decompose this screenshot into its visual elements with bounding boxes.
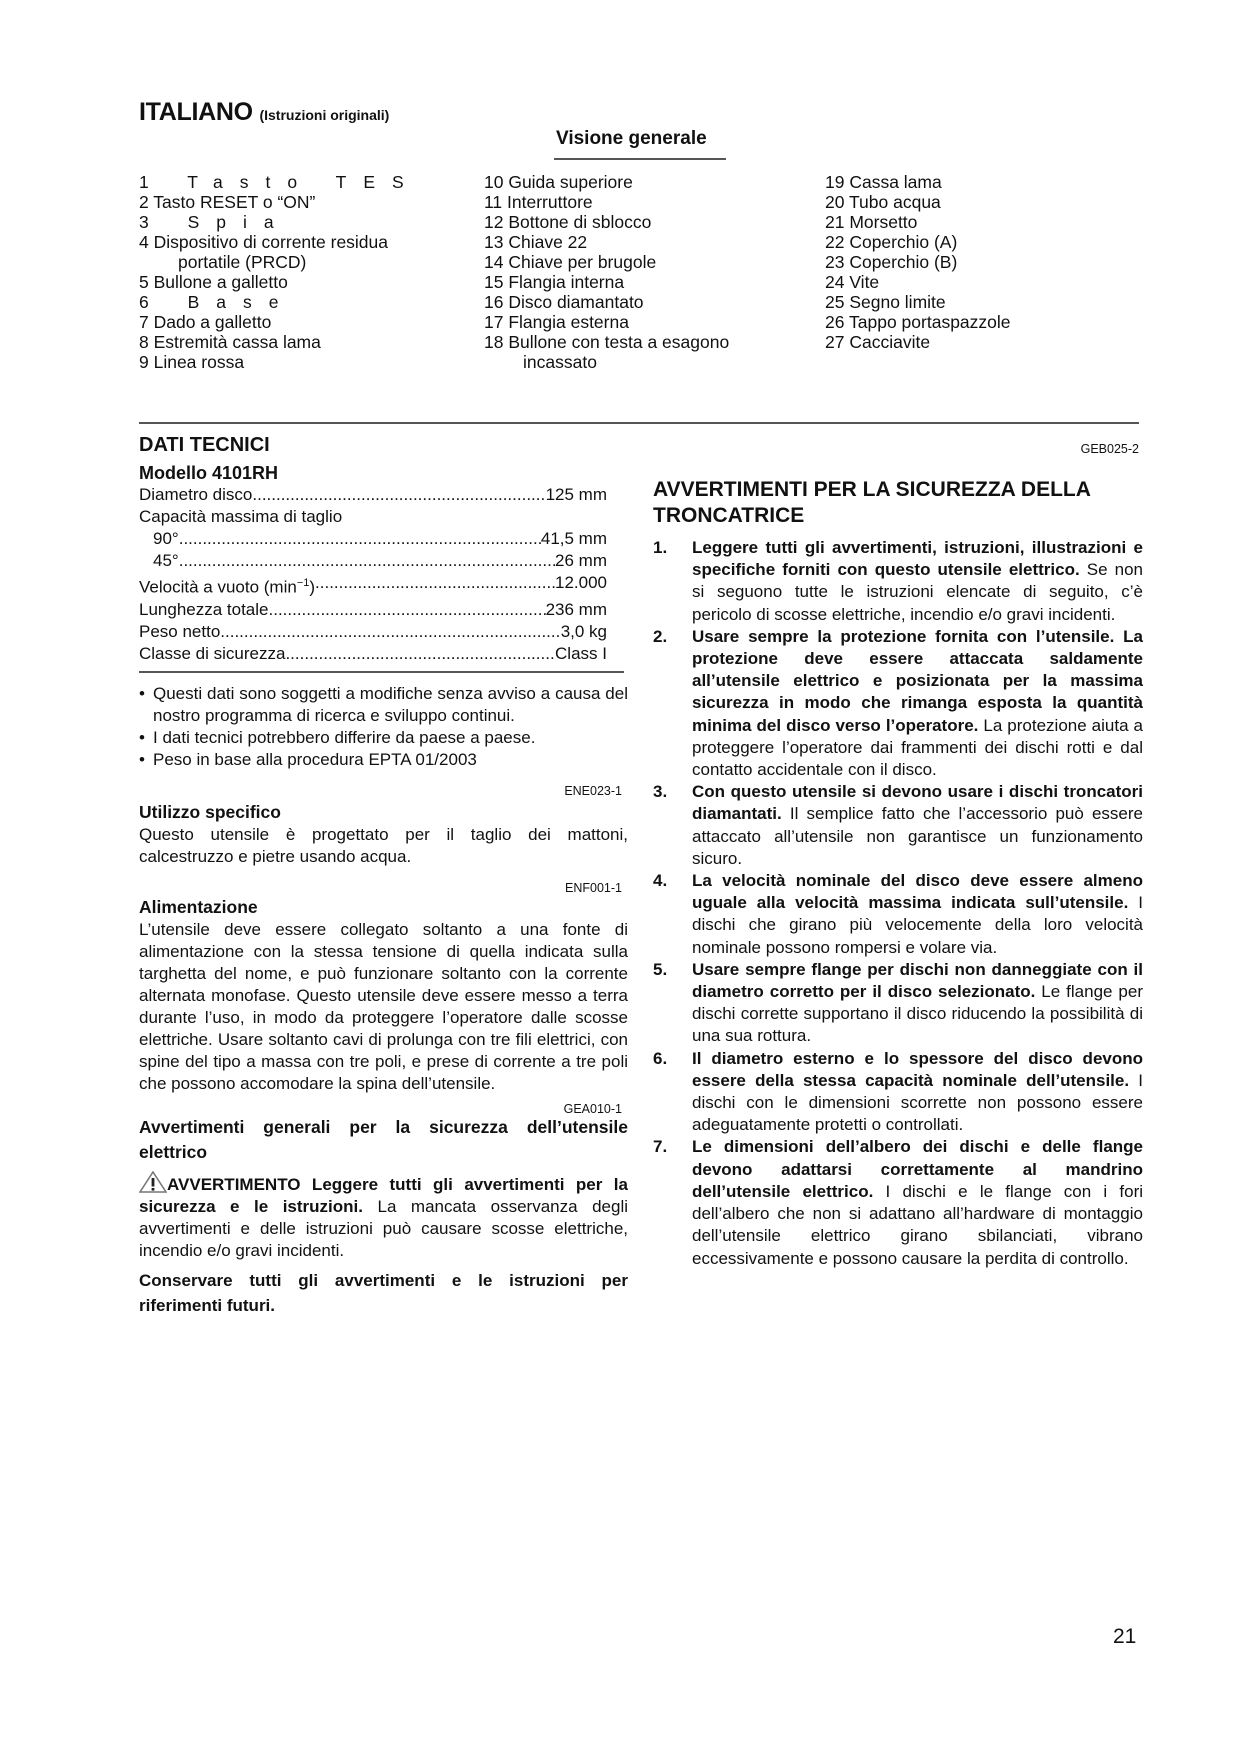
dot-leader: [252, 484, 545, 506]
part-item: 2 Tasto RESET o “ON”: [139, 192, 316, 212]
safety-rule: [653, 1048, 1143, 1137]
safety-rule: [653, 626, 1143, 781]
cutter-safety-list: [653, 537, 1143, 1270]
rule-text: I dischi con le dimensioni scorrette non possono essere adeguatamente protetti o controllati.: [692, 1070, 1143, 1135]
dot-leader: [285, 643, 555, 665]
part-item: 14 Chiave per brugole: [484, 252, 657, 272]
spec-row: [139, 621, 607, 643]
spec-row: [139, 506, 607, 528]
rule-number: 7.: [653, 1137, 668, 1157]
dot-leader: [220, 621, 560, 643]
rule-number: 4.: [653, 871, 668, 891]
left-column: [139, 434, 628, 1318]
parts-list-column-1: [139, 172, 421, 372]
rule-number: 1.: [653, 538, 668, 557]
intended-use-title: Utilizzo specifico: [139, 801, 281, 822]
section-divider: [139, 422, 1139, 424]
part-item: 1 Tasto TES: [139, 172, 421, 192]
keep-instructions-note: Conservare tutti gli avvertimenti e le istruzioni per riferimenti futuri.: [139, 1270, 628, 1315]
spec-note: • Questi dati sono soggetti a modifiche senza avviso a causa del nostro programma di ricerca e sviluppo continui.: [139, 683, 628, 727]
spec-row: [139, 572, 607, 599]
spec-label: Capacità massima di taglio: [139, 507, 343, 526]
general-warnings-code: GEA010-1: [563, 1101, 622, 1116]
part-item: 12 Bottone di sblocco: [484, 212, 652, 232]
rule-bold-text: Leggere tutti gli avvertimenti, istruzioni, illustrazioni e specifiche forniti con questo utensile elettrico.: [692, 538, 1143, 580]
rule-text: I dischi che girano più velocemente della loro velocità nominale possono rompersi e volare via.: [692, 893, 1143, 957]
page-number: 21: [1113, 1625, 1137, 1648]
safety-rule: [653, 781, 1143, 870]
specs-notes: [139, 683, 628, 771]
spec-label: Velocità a vuoto $(\min^{-1})$: [139, 577, 316, 597]
part-item: 25 Segno limite: [825, 292, 946, 312]
spec-label: Peso netto: [139, 621, 221, 641]
power-supply-title: Alimentazione: [139, 896, 258, 917]
part-item: 3 Spia: [139, 212, 291, 232]
model-name: Modello 4101RH: [139, 463, 279, 483]
part-item: 19 Cassa lama: [825, 172, 942, 192]
safety-rule: [653, 537, 1143, 626]
specs-table: [139, 484, 607, 665]
rule-bold-text: Usare sempre flange per dischi non danneggiate con il diametro corretto per il disco selezionato.: [692, 959, 1143, 1002]
warning-text: La mancata osservanza degli avvertimenti e delle istruzioni può causare scosse elettriche, incendio e/o gravi incidenti.: [139, 1196, 628, 1260]
power-supply-body: L’utensile deve essere collegato soltanto a una fonte di alimentazione con la stessa tensione di quella indicata sulla targhetta del nome, e può funzionare soltanto con la corrente alternata monofase. Questo utensile deve essere messo a terra durante l’uso, in modo da proteggere l’operatore dalle scosse elettriche. Usare soltanto cavi di prolunga con tre fili elettrici, con spine del tipo a massa con tre poli, e prese di corrente a tre poli che possono accomodare la spina dell’utensile.: [139, 919, 628, 1093]
part-item: 13 Chiave 22: [484, 232, 588, 252]
rule-text: Le flange per dischi corrette supportano il disco riducendo la possibilità di una sua rottura.: [692, 982, 1143, 1046]
part-item: 9 Linea rossa: [139, 352, 245, 372]
rule-text: Se non si seguono tutte le istruzioni elencate di seguito, c’è pericolo di scosse elettriche, incendio e/o gravi incidenti.: [692, 560, 1143, 624]
part-item: 4 Dispositivo di corrente residua: [139, 232, 389, 252]
power-supply-code: ENF001-1: [565, 880, 622, 895]
part-item: 8 Estremità cassa lama: [139, 332, 321, 352]
part-item: 26 Tappo portaspazzole: [825, 312, 1011, 332]
spec-label: Lunghezza totale: [139, 599, 269, 619]
warning-bold-text: AVVERTIMENTO Leggere tutti gli avvertimenti per la sicurezza e le istruzioni.: [139, 1174, 628, 1216]
rule-text: Il semplice fatto che l’accessorio può essere attaccato all’utensile non garantisce un funzionamento sicuro.: [692, 804, 1143, 868]
intended-use-body: Questo utensile è progettato per il taglio dei mattoni, calcestruzzo e pietre usando acqua.: [139, 824, 628, 866]
dot-leader: [179, 528, 541, 550]
general-warning-paragraph: [139, 1171, 628, 1262]
safety-rule: [653, 959, 1143, 1048]
language-title: ITALIANO: [139, 98, 253, 126]
part-item: 24 Vite: [825, 272, 880, 292]
warning-triangle-icon: [139, 1171, 167, 1193]
rule-number: 5.: [653, 959, 668, 979]
part-item: 20 Tubo acqua: [825, 192, 941, 212]
spec-row: [139, 484, 607, 506]
spec-note: • Peso in base alla procedura EPTA 01/2003: [139, 749, 628, 771]
rule-bold-text: Le dimensioni dell’albero dei dischi e delle flange devono adattarsi correttamente al mandrino dell’utensile elettrico.: [692, 1137, 1143, 1201]
spec-row: [139, 550, 607, 572]
spec-value: 3,0 kg: [560, 621, 607, 641]
spec-value: 12.000: [555, 573, 607, 592]
part-item: incassato: [523, 352, 597, 372]
spec-value: 125 mm: [545, 485, 607, 504]
language-subtitle: (Istruzioni originali): [259, 107, 390, 123]
cutter-safety-title: AVVERTIMENTI PER LA SICUREZZA DELLA TRONCATRICE: [653, 478, 1091, 527]
part-item: 27 Cacciavite: [825, 332, 931, 352]
intended-use-code: ENE023-1: [564, 783, 622, 798]
part-item: 15 Flangia interna: [484, 272, 625, 292]
spec-label: Diametro disco: [139, 485, 253, 504]
parts-list-column-3: [825, 172, 1011, 352]
rule-number: 3.: [653, 782, 668, 802]
spec-row: [139, 643, 607, 665]
rule-bold-text: Con questo utensile si devono usare i dischi troncatori diamantati.: [692, 782, 1143, 824]
safety-rule: [653, 870, 1143, 959]
rule-text: La protezione aiuta a proteggere l’operatore dai frammenti dei dischi rotti e dal contatto accidentale con il disco.: [692, 715, 1143, 780]
spec-note: • I dati tecnici potrebbero differire da paese a paese.: [139, 727, 628, 749]
rule-number: 6.: [653, 1048, 668, 1068]
part-item: 21 Morsetto: [825, 212, 918, 232]
rule-bold-text: Il diametro esterno e lo spessore del disco devono essere della stessa capacità nominale dell’utensile.: [692, 1048, 1143, 1090]
overview-title-underline: [554, 158, 726, 160]
overview-title: Visione generale: [556, 128, 707, 149]
specs-title: DATI TECNICI: [139, 434, 270, 456]
spec-label: Classe di sicurezza: [139, 643, 286, 663]
rule-number: 2.: [653, 626, 668, 646]
spec-value: 236 mm: [545, 599, 607, 619]
dot-leader: [179, 550, 555, 572]
spec-value: 41,5 mm: [540, 529, 607, 548]
spec-value: Class I: [555, 643, 607, 663]
part-item: 18 Bullone con testa a esagono: [484, 332, 730, 352]
dot-leader: [315, 572, 555, 599]
rule-text: I dischi e le flange con i fori dell’albero che non si adattano all’hardware di montaggio dell’utensile elettrico girano sbilanciati, vibrano eccessivamente e possono causare la perdita di controllo.: [692, 1181, 1144, 1268]
part-item: 10 Guida superiore: [484, 172, 633, 192]
rule-bold-text: La velocità nominale del disco deve essere almeno uguale alla velocità massima indicata sull’utensile.: [692, 871, 1143, 913]
specs-divider: [139, 671, 624, 673]
general-warnings-title: Avvertimenti generali per la sicurezza dell’utensile elettrico: [139, 1116, 628, 1162]
spec-label: 45°: [153, 551, 179, 570]
part-item: 7 Dado a galletto: [139, 312, 272, 332]
parts-list-column-2: [484, 172, 729, 372]
rule-bold-text: Usare sempre la protezione fornita con l’utensile. La protezione deve essere attaccata saldamente all’utensile elettrico e posizionata per la massima sicurezza in modo che rimanga esposta la quantità minima del disco verso l’operatore.: [692, 626, 1143, 735]
dot-leader: [269, 599, 546, 621]
part-item: 17 Flangia esterna: [484, 312, 629, 332]
part-item: 23 Coperchio (B): [825, 252, 958, 272]
spec-label: 90°: [153, 529, 179, 548]
part-item: portatile (PRCD): [178, 252, 307, 272]
section-code: GEB025-2: [1080, 442, 1139, 456]
part-item: 5 Bullone a galletto: [139, 272, 288, 292]
right-column: [653, 477, 1143, 1270]
part-item: 16 Disco diamantato: [484, 292, 644, 312]
part-item: 22 Coperchio (A): [825, 232, 958, 252]
part-item: 6 Base: [139, 292, 296, 312]
safety-rule: [653, 1136, 1143, 1269]
language-heading: [139, 98, 389, 127]
spec-row: [139, 599, 607, 621]
spec-value: 26 mm: [555, 551, 607, 570]
spec-row: [139, 528, 607, 550]
part-item: 11 Interruttore: [484, 192, 593, 212]
